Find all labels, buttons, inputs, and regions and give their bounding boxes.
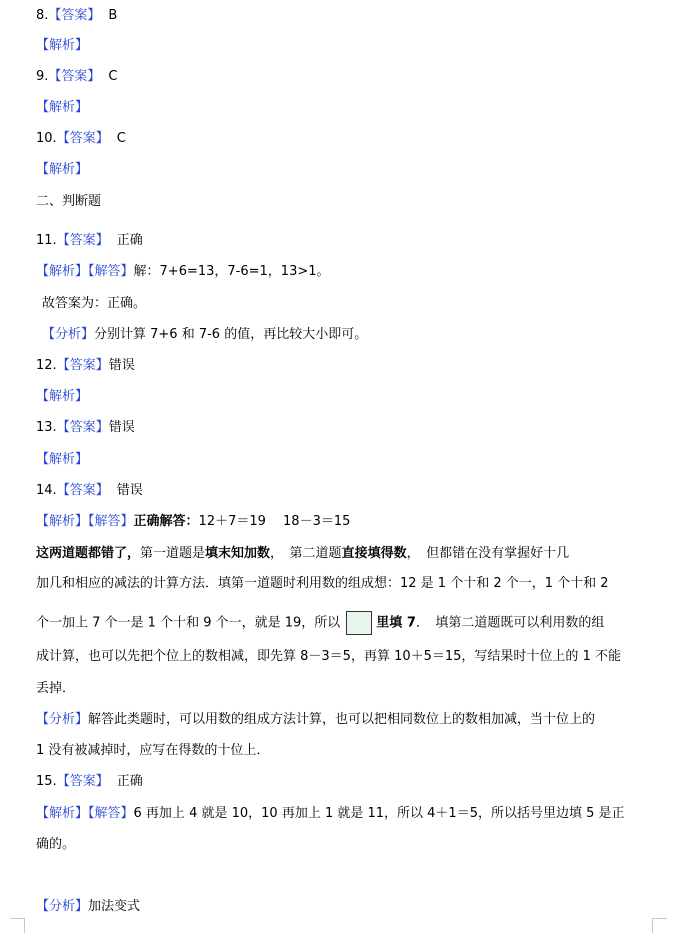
q12-answer-tag: 【答案】 [56, 358, 109, 373]
q10-analysis-tag: 【解析】 [36, 162, 89, 177]
q13-answer-tag: 【答案】 [56, 420, 109, 435]
q12-number: 12. [36, 358, 57, 373]
q12-analysis-tag: 【解析】 [36, 389, 89, 404]
q11-conclusion: 故答案为：正确。 [42, 296, 147, 311]
q11-remark-line [42, 326, 367, 344]
q8-answer-tag: 【答案】 [48, 8, 101, 23]
q11-answer: 正确 [116, 233, 143, 248]
q14-number: 14. [36, 483, 57, 498]
answer-box [346, 611, 372, 635]
q14-p1-text-3: ， 但都错在没有掌握好十几 [406, 546, 570, 561]
q12-answer: 错误 [108, 358, 135, 373]
q14-remark-tag: 【分析】 [36, 712, 89, 727]
q14-p1-bold-1: 这两道题都错了， [36, 546, 141, 561]
q10-answer-tag: 【答案】 [56, 131, 109, 146]
q14-p3-bold: 里填 7 [376, 615, 416, 631]
q14-remark-line-1 [36, 711, 595, 729]
q14-answer: 错误 [116, 483, 143, 498]
q13-answer-line [36, 419, 135, 437]
q14-p1-bold-2: 填末知加数 [205, 546, 271, 561]
q14-answer-line [36, 482, 143, 500]
q11-remark-tag: 【分析】 [42, 327, 95, 342]
page-corner-mark-left [10, 918, 25, 933]
q14-paragraph-line-4: 成计算，也可以先把个位上的数相减，即先算 8－3＝5，再算 10＋5＝15，写结果时十位上的 1 不能 [36, 649, 621, 664]
q15-solution-text-1: 6 再加上 4 就是 10，10 再加上 1 就是 11，所以 4＋1＝5，所以括号里边填 5 是正 [133, 806, 625, 821]
q11-solution-tag: 【解答】 [88, 264, 134, 279]
q15-answer-line [36, 773, 143, 791]
q15-answer: 正确 [116, 774, 143, 789]
q14-p1-text-1: 第一道题是 [140, 546, 206, 561]
q14-p1-text-2: ， 第二道题 [270, 546, 342, 561]
q8-answer: B [108, 8, 118, 23]
q15-solution-line-1 [36, 805, 625, 823]
q11-solution-line [36, 263, 330, 281]
section-heading: 二、判断题 [36, 194, 102, 209]
q10-answer-line [36, 130, 126, 148]
q9-answer-line [36, 68, 118, 86]
q14-paragraph-line-1 [36, 545, 569, 563]
q15-number: 15. [36, 774, 57, 789]
q10-answer: C [116, 131, 126, 146]
q11-number: 11. [36, 233, 57, 248]
q15-solution-line-2: 确的。 [36, 837, 76, 852]
q14-answer-tag: 【答案】 [56, 483, 109, 498]
q13-number: 13. [36, 420, 57, 435]
q8-answer-line [36, 7, 117, 25]
q13-answer: 错误 [108, 420, 135, 435]
q9-answer: C [108, 69, 118, 84]
q8-number: 8. [36, 8, 49, 23]
q14-solution-tag: 【解答】 [88, 514, 134, 529]
q15-analysis-tag: 【解析】 [36, 806, 89, 821]
q14-p3-text-a: 个一加上 7 个一是 1 个十和 9 个一，就是 19，所以 [36, 615, 341, 631]
q14-remark-line-2: 1 没有被减掉时，应写在得数的十位上． [36, 743, 270, 758]
q15-remark-tag: 【分析】 [36, 899, 89, 914]
q14-paragraph-line-2: 加几和相应的减法的计算方法．填第一道题时利用数的组成想：12 是 1 个十和 2 个一，1 个十和 2 [36, 576, 609, 591]
q15-remark-line [36, 898, 140, 916]
q11-analysis-tag: 【解析】 [36, 264, 89, 279]
q11-solution-text: 解：7+6=13，7-6=1，13>1。 [133, 264, 330, 279]
q14-analysis-tag: 【解析】 [36, 514, 89, 529]
q14-solution-line [36, 513, 350, 531]
page-corner-mark-right [652, 918, 667, 933]
q10-number: 10. [36, 131, 57, 146]
q15-remark-text: 加法变式 [88, 899, 141, 914]
q9-analysis-tag: 【解析】 [36, 100, 89, 115]
q9-answer-tag: 【答案】 [48, 69, 101, 84]
q15-solution-tag: 【解答】 [88, 806, 134, 821]
q14-paragraph-line-3 [36, 611, 604, 635]
q11-remark-text: 分别计算 7+6 和 7-6 的值，再比较大小即可。 [94, 327, 368, 342]
q13-analysis-tag: 【解析】 [36, 452, 89, 467]
q11-answer-tag: 【答案】 [56, 233, 109, 248]
q14-correct-label: 正确解答： [133, 514, 199, 529]
q14-remark-text-1: 解答此类题时，可以用数的组成方法计算，也可以把相同数位上的数相加减，当十位上的 [88, 712, 596, 727]
q14-p1-bold-3: 直接填得数 [341, 546, 407, 561]
q11-answer-line [36, 232, 143, 250]
q9-number: 9. [36, 69, 49, 84]
q12-answer-line [36, 357, 135, 375]
q8-analysis-tag: 【解析】 [36, 38, 89, 53]
q14-correct-text: 12＋7＝19 18－3＝15 [198, 514, 351, 529]
q14-p3-text-c: ． 填第二道题既可以利用数的组 [415, 615, 605, 631]
q14-paragraph-line-5: 丢掉． [36, 681, 76, 696]
q15-answer-tag: 【答案】 [56, 774, 109, 789]
